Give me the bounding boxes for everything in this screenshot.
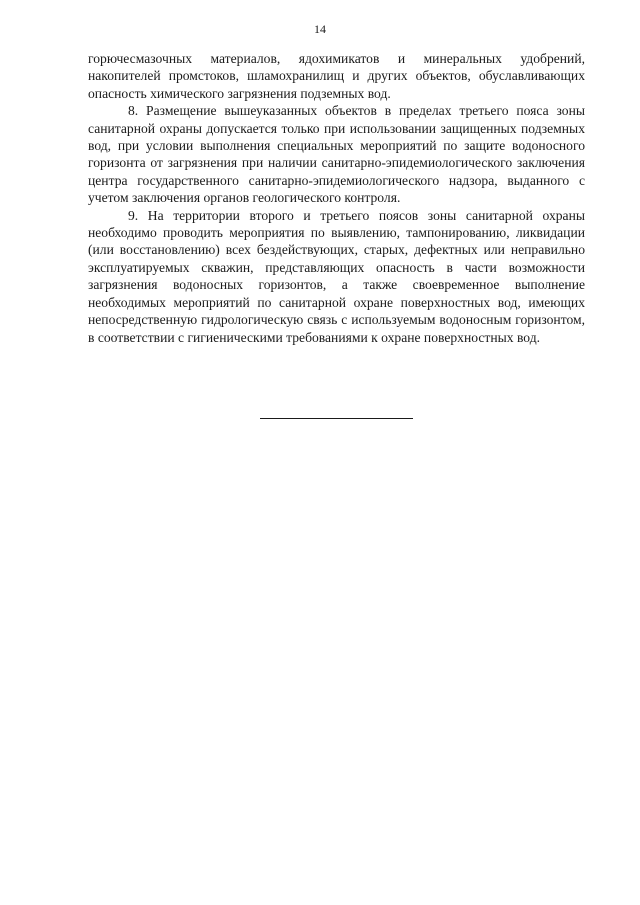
- page-number: 14: [314, 22, 326, 36]
- paragraph-item-8: 8. Размещение вышеуказанных объектов в пределах третьего пояса зоны санитарной охраны допускается только при использовании защищенных подземных вод, при условии выполнения специальных мероприятий по защите водоносного горизонта от загрязнения при наличии санитарно-эпидемиологического заключения центра государственного санитарно-эпидемиологического надзора, выданного с учетом заключения органов геологического контроля.: [88, 103, 585, 206]
- end-of-text-rule: [260, 418, 413, 419]
- paragraph-continuation: горючесмазочных материалов, ядохимикатов и минеральных удобрений, накопителей промстоков, шламохранилищ и других объектов, обуславливающих опасность химического загрязнения подземных вод.: [88, 51, 585, 101]
- document-body: [88, 50, 585, 346]
- paragraph-item-9: 9. На территории второго и третьего поясов зоны санитарной охраны необходимо проводить мероприятия по выявлению, тампонированию, ликвидации (или восстановлению) всех бездействующих, старых, дефектных или неправильно эксплуатируемых скважин, представляющих опасность в части возможности загрязнения водоносных горизонтов, а также своевременное выполнение необходимых мероприятий по санитарной охране поверхностных вод, имеющих непосредственную гидрологическую связь с используемым водоносным горизонтом, в соответствии с гигиеническими требованиями к охране поверхностных вод.: [88, 207, 585, 345]
